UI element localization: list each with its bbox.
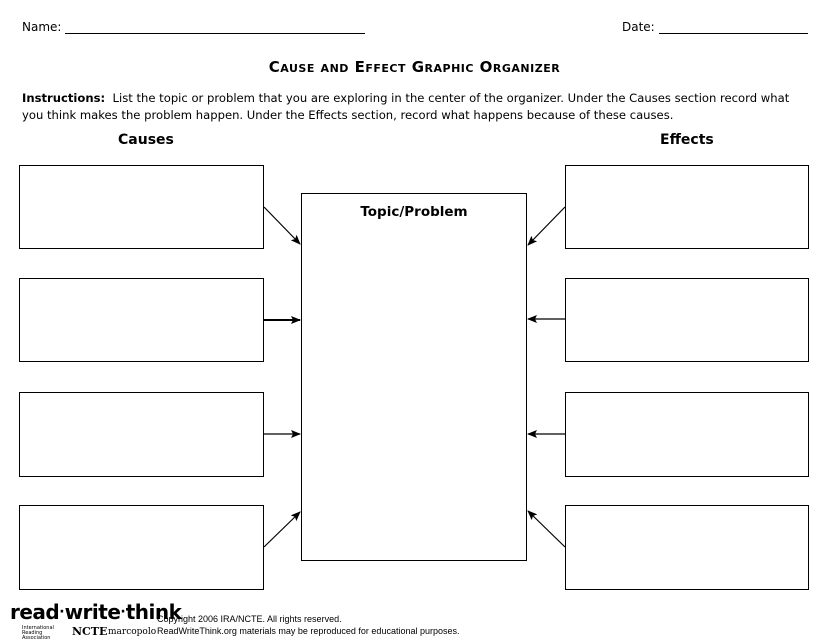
name-label: Name:: [22, 20, 62, 34]
logo-think: think: [125, 600, 182, 624]
causes-heading: Causes: [118, 132, 174, 148]
instructions-label: Instructions:: [22, 91, 106, 105]
logo-dot-icon: ·: [59, 604, 65, 620]
effects-heading: Effects: [660, 132, 714, 148]
footer-copyright: Copyright 2006 IRA/NCTE. All rights reserved.: [157, 614, 342, 624]
date-label: Date:: [622, 20, 655, 34]
logo-read: read: [10, 600, 60, 624]
logo-ira: International Reading Association: [22, 625, 54, 641]
logo-dot-icon: ·: [120, 604, 126, 620]
footer-reproduction: ReadWriteThink.org materials may be reproduced for educational purposes.: [157, 626, 460, 636]
logo-marcopolo: marcopolo: [108, 627, 157, 637]
instructions-text: List the topic or problem that you are exploring in the center of the organizer. Under the Causes section record what you think makes the problem happen. Under the Effects section, record what happens because of these causes.: [22, 91, 790, 122]
arrow-cause-4: [264, 512, 300, 547]
page-title: Cause and Effect Graphic Organizer: [268, 58, 561, 76]
arrow-effect-1: [528, 207, 565, 245]
arrow-cause-1: [264, 207, 300, 244]
readwritethink-logo[interactable]: [10, 600, 182, 641]
arrow-effect-4: [528, 511, 565, 547]
logo-write: write: [64, 600, 121, 624]
topic-problem-label: Topic/Problem: [360, 204, 468, 220]
logo-ncte: NCTE: [72, 625, 108, 638]
